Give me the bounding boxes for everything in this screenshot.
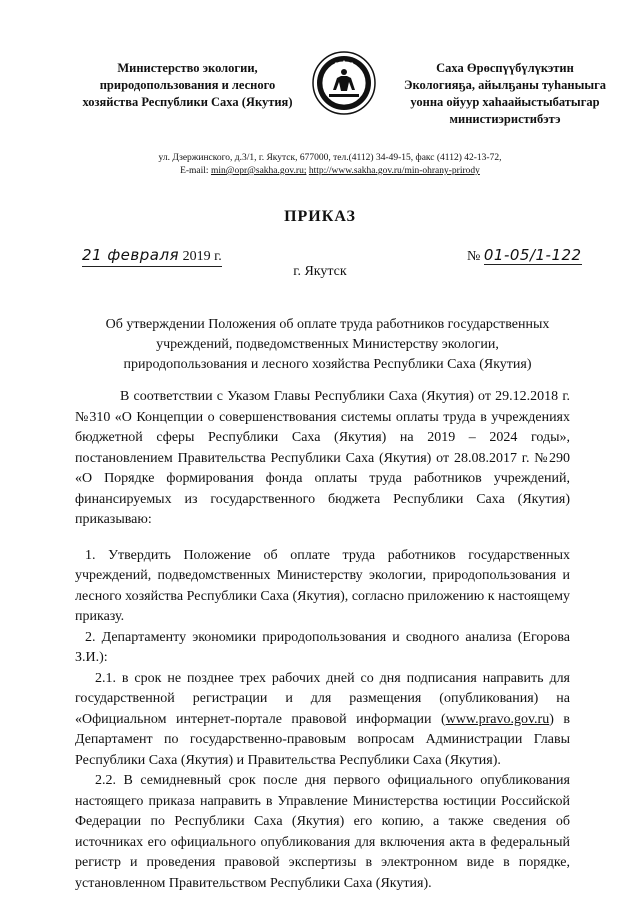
ministry-name-line: Экологияҕа, айылҕаны туһаныыга <box>403 78 607 92</box>
handwritten-number: 01-05/1-122 <box>483 246 582 264</box>
email-label: E-mail: <box>180 166 211 176</box>
preamble-paragraph: В соответствии с Указом Главы Республики Саха (Якутия) от 29.12.2018 г. №310 «О Концепции о совершенствования системы оплаты труда в учреждениях бюджетной сферы Республики Саха (Якутия) на 2019 – 2024 годы», постановлением Правительства Республики Саха (Якутия) от 28.08.2017 г. №290 «О Порядке формирования фонда оплаты труда работников учреждений, финансируемых из государственного бюджета Республики Саха (Якутия) приказываю: <box>75 389 570 527</box>
ministry-name-line: хозяйства Республики Саха (Якутия) <box>82 95 293 109</box>
handwritten-date: 21 февраля <box>82 246 180 264</box>
document-title: ПРИКАЗ <box>284 208 356 225</box>
item-2-2: 2.2. В семидневный срок после дня первого официального опубликования настоящего приказа направить в Управление Министерства юстиции Российской Федерации по Республики Саха (Якутия) его копию, а также сведения об источниках его официального опубликования для включения акта в федеральный регистр и проведения правовой экспертизы в электронном виде в порядке, установленном Правительством Республики Саха (Якутия). <box>75 773 570 891</box>
order-subject: Об утверждении Положения об оплате труда работников государственных учреждений, подведомственных Министерству экологии, природопользования и лесного хозяйства Республики Саха (Якутия) <box>105 317 550 372</box>
pravo-link[interactable]: www.pravo.gov.ru <box>445 711 550 727</box>
date-year: 2019 г. <box>182 249 222 264</box>
item-2-1-text-start: 2.1. в срок не позднее трех рабочих дней со дня подписания направить для государственной регистрации и для размещения (опубликования) на «Официальном интернет-портале правовой информации ( <box>75 670 570 727</box>
item-2: 2. Департаменту экономики природопользования и сводного анализа (Егорова З.И.): <box>75 629 570 665</box>
number-label: № <box>467 249 481 264</box>
item-1: 1. Утвердить Положение об оплате труда работников государственных учреждений, подведомственных Министерству экологии, природопользования и лесного хозяйства Республики Саха (Якутия), согласно приложению к настоящему приказу. <box>75 547 570 624</box>
email-link[interactable]: min@opr@sakha.gov.ru; <box>210 166 307 176</box>
order-number <box>467 246 582 265</box>
item-2-1 <box>75 669 570 772</box>
ministry-name-line: министиэристибэтэ <box>449 112 561 126</box>
coat-of-arms-emblem <box>311 50 377 116</box>
issue-city: г. Якутск <box>293 264 347 279</box>
ministry-name-russian <box>80 60 295 111</box>
contact-details <box>100 152 560 178</box>
ministry-name-line: Министерство экологии, <box>117 61 258 75</box>
contact-address: ул. Дзержинского, д.3/1, г. Якутск, 677000, тел.(4112) 34-49-15, факс (4112) 42-13-72, <box>158 153 502 163</box>
ministry-name-line: Саха Өрөспүүбүлүкэтин <box>436 61 574 75</box>
ministry-name-line: природопользования и лесного <box>99 78 276 92</box>
ministry-name-line: уонна ойуур хаһаайыстыбатыгар <box>410 95 600 109</box>
item-2-1-text-end: ) в Департамент по государственно-правовым вопросам Администрации Главы Республики Саха (Якутия) и Правительства Республики Саха (Якутия). <box>75 711 570 768</box>
order-body <box>75 387 570 894</box>
ministry-name-yakut <box>400 60 610 128</box>
website-link[interactable]: http://www.sakha.gov.ru/min-ohrany-prirody <box>308 166 480 176</box>
